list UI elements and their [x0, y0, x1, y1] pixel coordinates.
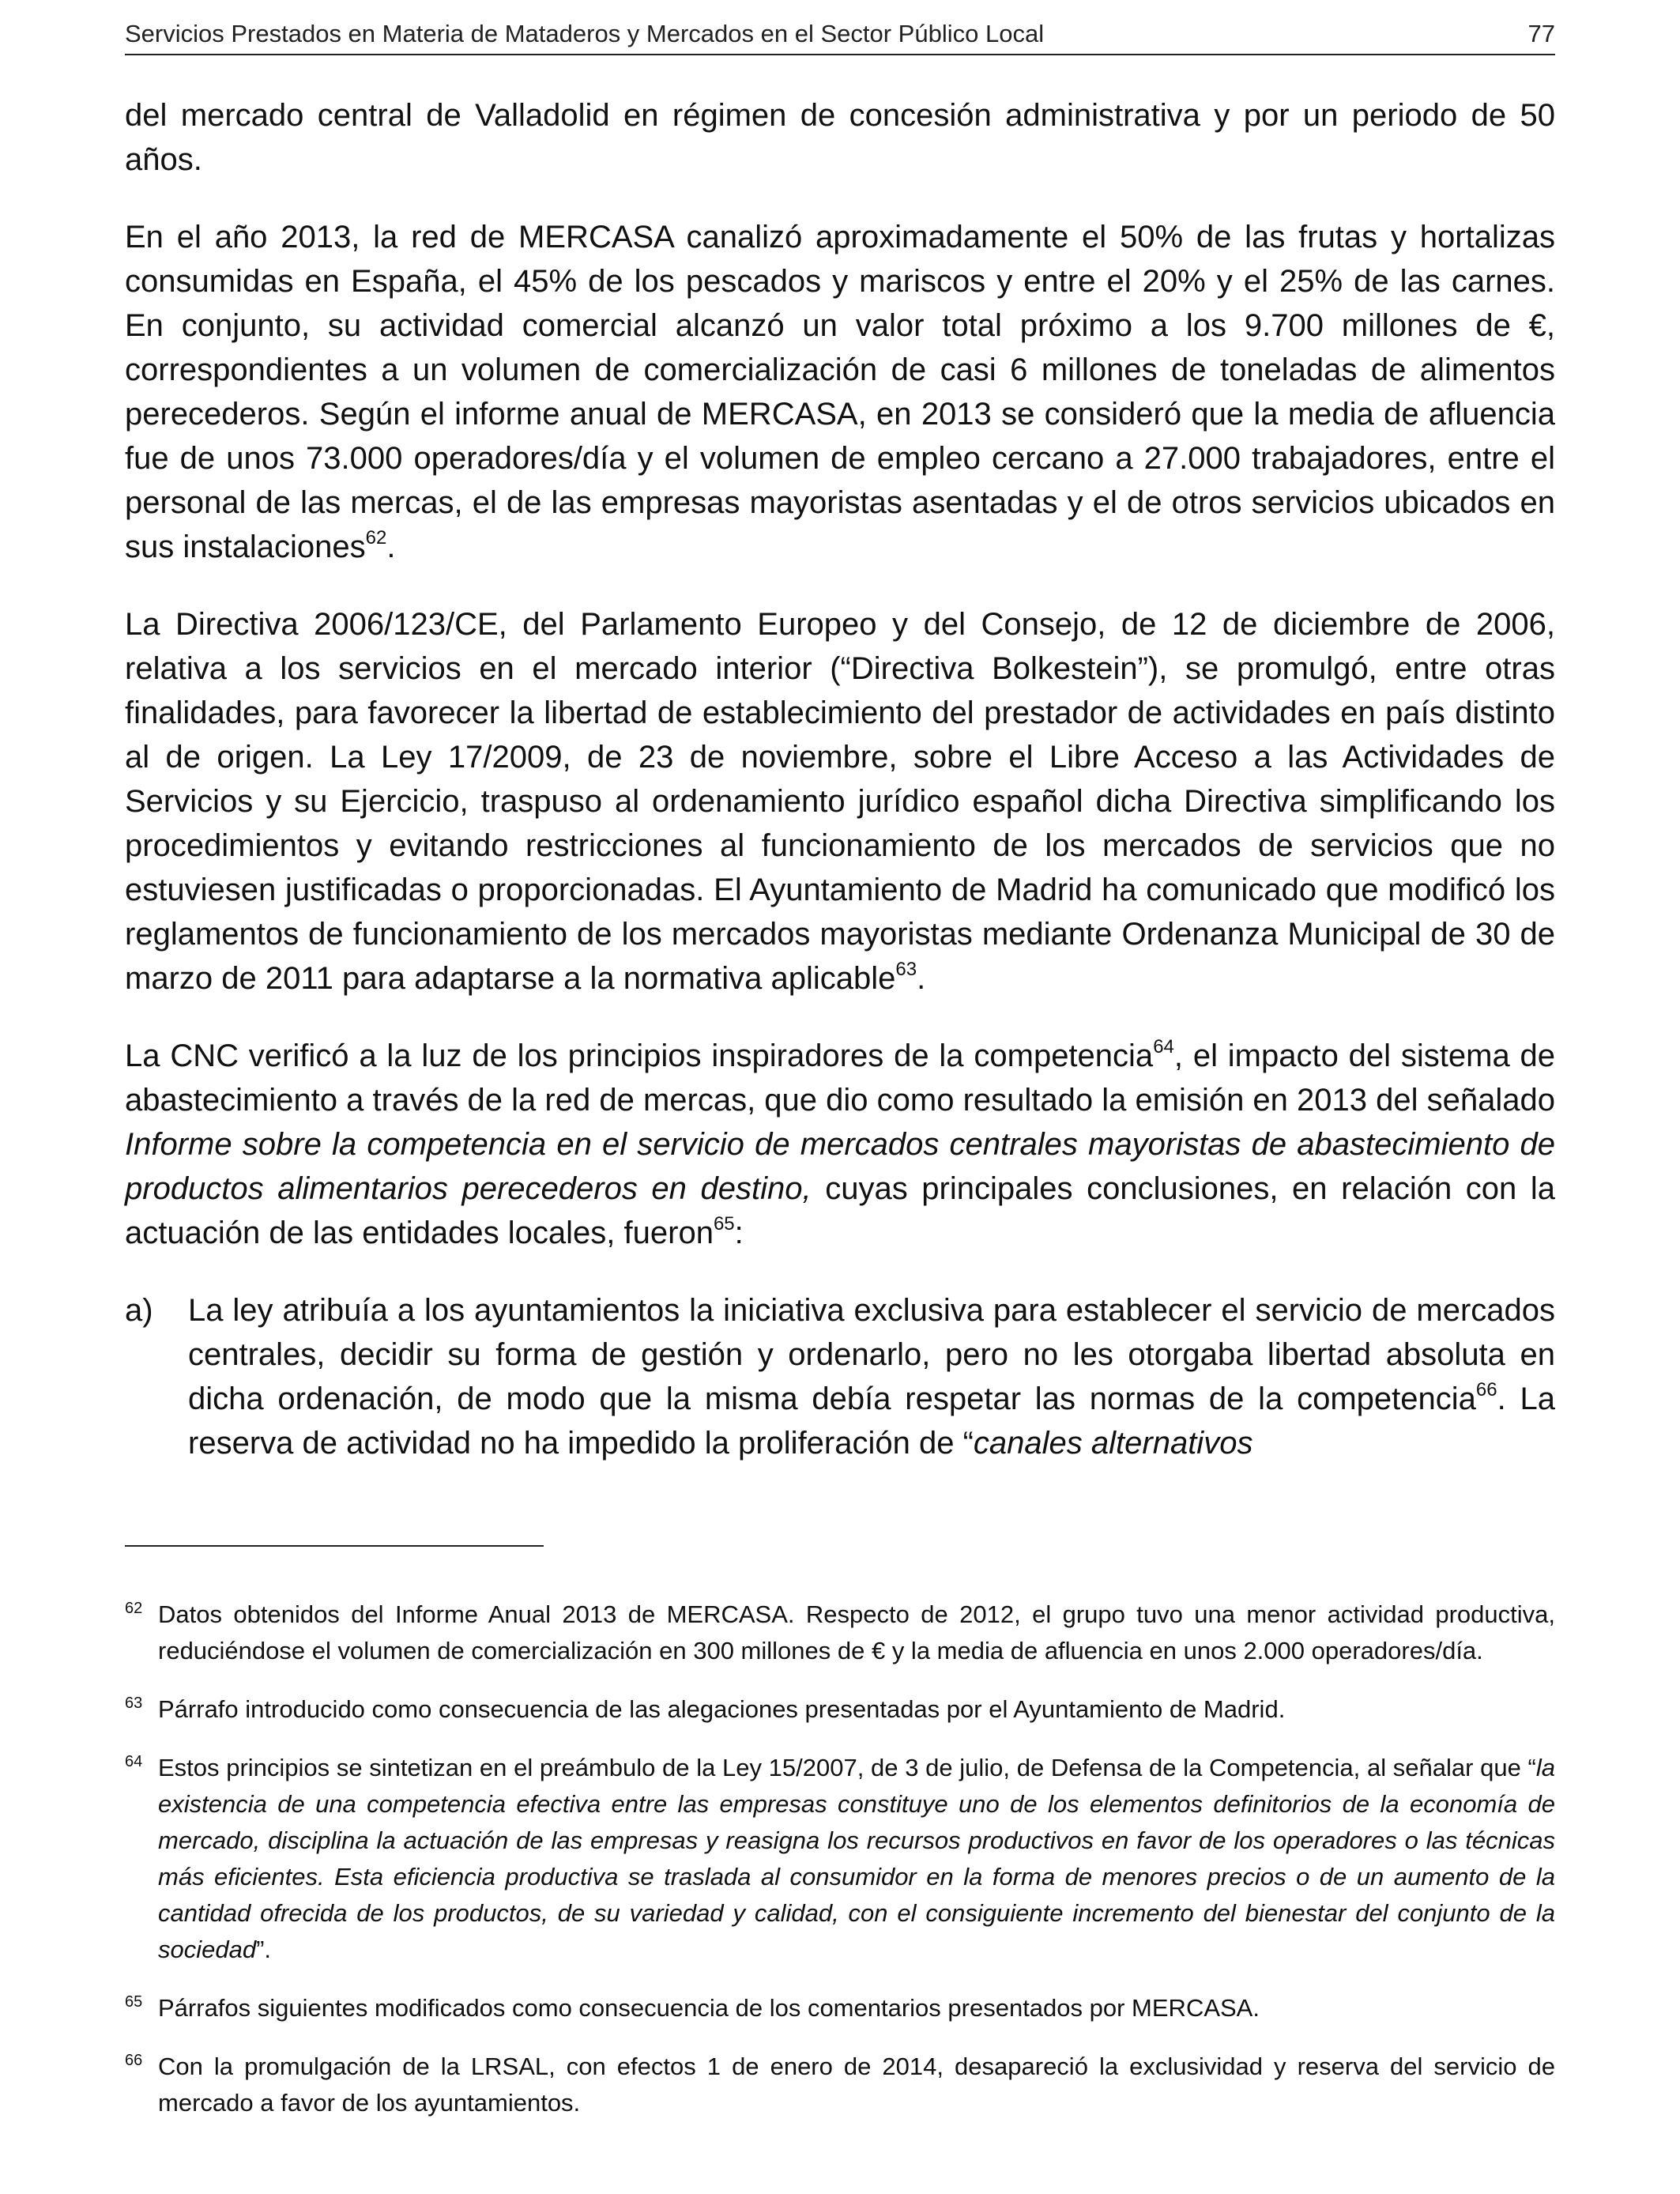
paragraph-2: En el año 2013, la red de MERCASA canalizó aproximadamente el 50% de las frutas y hortalizas consumidas en España, el 45% de los pescados y mariscos y entre el 20% y el 25% de las carnes. En conjunto, su actividad comercial alcanzó un valor total próximo a los 9.700 millones de €, correspondientes a un volumen de comercialización de casi 6 millones de toneladas de alimentos perecederos. Según el informe anual de MERCASA, en 2013 se consideró que la media de afluencia fue de unos 73.000 operadores/día y el volumen de empleo cercano a 27.000 trabajadores, entre el personal de las mercas, el de las empresas mayoristas asentadas y el de otros servicios ubicados en sus instalaciones$^{62}$.: [125, 220, 1555, 564]
footnote-66: [125, 2049, 1555, 2121]
footnote-63: [125, 1691, 1555, 1728]
report-title: Informe sobre la competencia en el servicio de mercados centrales mayoristas de abastecimiento de productos alimentarios perecederos en destino,: [125, 1127, 1555, 1206]
footnote-ref-63[interactable]: 63: [895, 959, 917, 981]
footnote-number: 65: [125, 1993, 143, 2011]
footnote-separator: [125, 1545, 544, 1547]
footnote-text: Estos principios se sintetizan en el preámbulo de la Ley 15/2007, de 3 de julio, de Defensa de la Competencia, al señalar que “la existencia de una competencia efectiva entre las empresas constituye uno de los elementos definitorios de la economía de mercado, disciplina la actuación de las empresas y reasigna los recursos productivos en favor de los operadores o las técnicas más eficientes. Esta eficiencia productiva se traslada al consumidor en la forma de menores precios o de un aumento de la cantidad ofrecida de los productos, de su variedad y calidad, con el consiguiente incremento del bienestar del conjunto de la sociedad”.: [158, 1754, 1555, 1963]
footnote-65: [125, 1990, 1555, 2026]
paragraph-1: del mercado central de Valladolid en régimen de concesión administrativa y por un periodo de 50 años.: [125, 98, 1555, 177]
footnote-ref-65[interactable]: 65: [713, 1213, 735, 1235]
footnote-number: 62: [125, 1600, 143, 1617]
footnote-text: Párrafo introducido como consecuencia de las alegaciones presentadas por el Ayuntamiento de Madrid.: [158, 1695, 1286, 1723]
footnote-62: [125, 1596, 1555, 1669]
footnote-number: 64: [125, 1753, 143, 1770]
footnote-text: Datos obtenidos del Informe Anual 2013 de MERCASA. Respecto de 2012, el grupo tuvo una menor actividad productiva, reduciéndose el volumen de comercialización en 300 millones de € y la media de afluencia en unos 2.000 operadores/día.: [158, 1600, 1555, 1664]
footnote-number: 66: [125, 2052, 143, 2069]
footnote-ref-64[interactable]: 64: [1153, 1036, 1174, 1058]
footnote-64: [125, 1750, 1555, 1968]
page-number: 77: [1527, 20, 1555, 47]
header-title: Servicios Prestados en Materia de Mataderos y Mercados en el Sector Público Local: [125, 20, 1045, 47]
footnote-ref-62[interactable]: 62: [365, 527, 387, 549]
quoted-text: la existencia de una competencia efectiva entre las empresas constituye uno de los elementos definitorios de la economía de mercado, disciplina la actuación de las empresas y reasigna los recursos productivos en favor de los operadores o las técnicas más eficientes. Esta eficiencia productiva se traslada al consumidor en la forma de menores precios o de un aumento de la cantidad ofrecida de los productos, de su variedad y calidad, con el consiguiente incremento del bienestar del conjunto de la sociedad: [158, 1754, 1555, 1963]
footnotes: [125, 1596, 1555, 2143]
footnote-ref-66[interactable]: 66: [1475, 1379, 1497, 1401]
footnote-text: Párrafos siguientes modificados como consecuencia de los comentarios presentados por MERCASA.: [158, 1994, 1260, 2022]
page-header: [125, 14, 1555, 55]
footnote-text: Con la promulgación de la LRSAL, con efectos 1 de enero de 2014, desapareció la exclusividad y reserva del servicio de mercado a favor de los ayuntamientos.: [158, 2053, 1555, 2117]
main-text: [125, 93, 1555, 1465]
list-marker: a): [125, 1293, 153, 1328]
list-item-text: La ley atribuía a los ayuntamientos la iniciativa exclusiva para establecer el servicio de mercados centrales, decidir su forma de gestión y ordenarlo, pero no les otorgaba libertad absoluta en dicha ordenación, de modo que la misma debía respetar las normas de la competencia$^{66}$. La reserva de actividad no ha impedido la proliferación de “canales alternativos: [188, 1293, 1556, 1461]
footnote-number: 63: [125, 1695, 143, 1712]
list-item-a: [125, 1288, 1555, 1465]
paragraph-4: La CNC verificó a la luz de los principios inspiradores de la competencia$^{64}$, el impacto del sistema de abastecimiento a través de la red de mercas, que dio como resultado la emisión en 2013 del señalado Informe sobre la competencia en el servicio de mercados centrales mayoristas de abastecimiento de productos alimentarios perecederos en destino, cuyas principales conclusiones, en relación con la actuación de las entidades locales, fueron$^{65}$:: [125, 1036, 1556, 1250]
paragraph-3: La Directiva 2006/123/CE, del Parlamento Europeo y del Consejo, de 12 de diciembre de 2006, relativa a los servicios en el mercado interior (“Directiva Bolkestein”), se promulgó, entre otras finalidades, para favorecer la libertad de establecimiento del prestador de actividades en país distinto al de origen. La Ley 17/2009, de 23 de noviembre, sobre el Libre Acceso a las Actividades de Servicios y su Ejercicio, traspuso al ordenamiento jurídico español dicha Directiva simplificando los procedimientos y evitando restricciones al funcionamiento de los mercados de servicios que no estuviesen justificadas o proporcionadas. El Ayuntamiento de Madrid ha comunicado que modificó los reglamentos de funcionamiento de los mercados mayoristas mediante Ordenanza Municipal de 30 de marzo de 2011 para adaptarse a la normativa aplicable$^{63}$.: [125, 607, 1555, 996]
